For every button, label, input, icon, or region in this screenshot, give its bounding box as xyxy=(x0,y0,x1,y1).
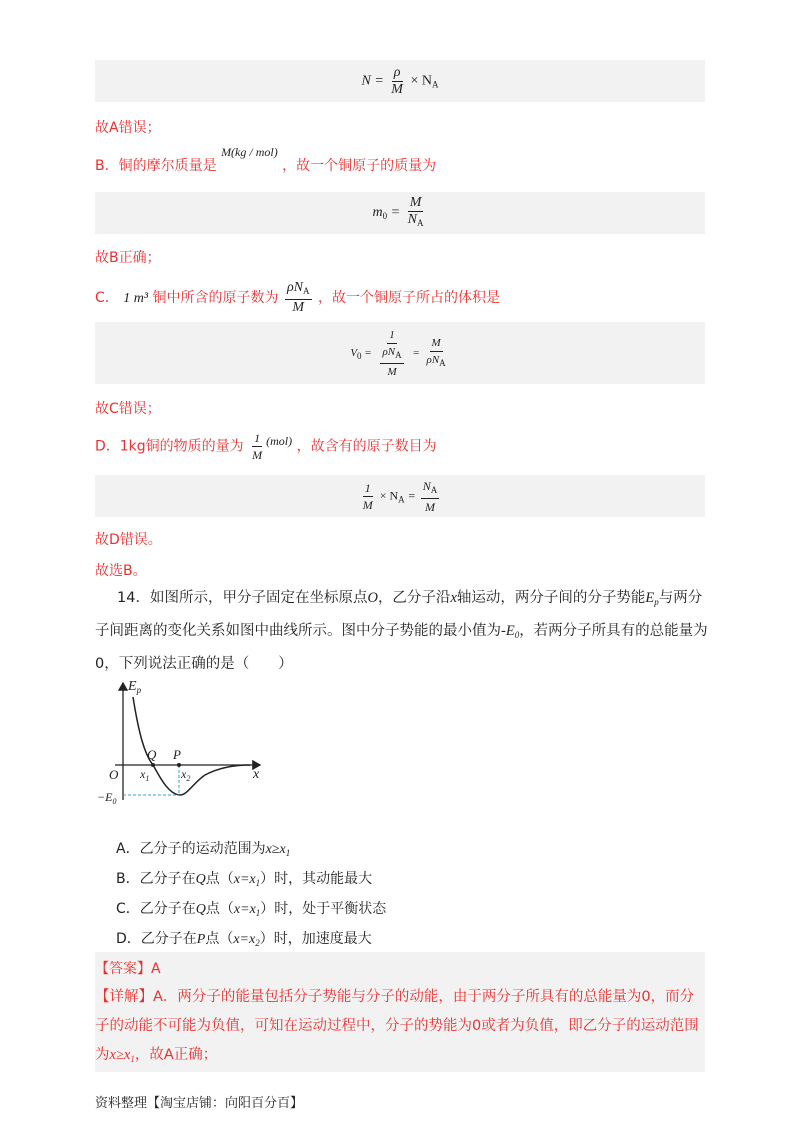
p-label: P xyxy=(173,747,181,762)
formula-box-count xyxy=(95,475,705,517)
answer-label: 【答案】A xyxy=(95,961,161,977)
formula-v0: $V_0$ = $\frac{1}{\frac{\rho N_A}{M}}$ = $\frac{M}{\rho N_A}$ xyxy=(350,328,446,378)
line-choose: 故选B。 xyxy=(95,563,147,579)
line-d-wrong: 故D错误。 xyxy=(95,532,162,548)
q-label: Q xyxy=(147,747,157,762)
option-d: D．乙分子在P点$(x=x_2)$时，加速度最大 xyxy=(116,931,372,948)
formula-m0: $m_0$ = $\frac{M}{N_A}$ xyxy=(372,195,424,228)
x-axis-label: x xyxy=(253,767,260,782)
origin-label: O xyxy=(109,767,119,782)
option-a: A．乙分子的运动范围为$x\ge x_1$ xyxy=(116,841,291,858)
formula-n: N = $\frac{\rho}{M}$ × $N_A$ xyxy=(361,64,439,97)
footer: 资料整理【淘宝店铺：向阳百分百】 xyxy=(95,1096,304,1111)
line-c-wrong: 故C错误； xyxy=(95,401,161,417)
x1-label: $x_1$ xyxy=(140,767,150,783)
formula-count: $\frac{1}{M}$ × $N_A$ = $\frac{N_A}{M}$ xyxy=(362,478,438,514)
x2-label: $x_2$ xyxy=(181,767,191,783)
min-label: $-E_0$ xyxy=(97,790,117,806)
y-axis-label: $E_p$ xyxy=(128,679,142,695)
line-c: C． 1 m³ 铜中所含的原子数为 $\frac{\rho N_A}{M}$ ，故一个铜原子所占的体积是 xyxy=(95,280,500,315)
question-14: 14．如图所示，甲分子固定在坐标原点O，乙分子沿x轴运动，两分子间的分子势能$E_p$与两分子间距离的变化关系如图中曲线所示。图中分子势能的最小值为$-E_0$，若两分子所具有的总能量为0，下列说法正确的是（ ） xyxy=(95,590,708,672)
formula-box-m0 xyxy=(95,192,705,234)
formula-box-n xyxy=(95,60,705,102)
line-b-right: 故B正确； xyxy=(95,250,161,266)
potential-energy-graph xyxy=(95,675,275,810)
point-q xyxy=(151,763,155,767)
line-b: B．铜的摩尔质量是 M(kg / mol) ，故一个铜原子的质量为 xyxy=(95,145,437,174)
option-c: C．乙分子在Q点$(x=x_1)$时，处于平衡状态 xyxy=(116,901,387,918)
answer-detail: 【详解】A．两分子的能量包括分子势能与分子的动能，由于两分子所具有的总能量为0，而分子的动能不可能为负值，可知在运动过程中，分子的势能为0或者为负值，即乙分子的运动范围为$x\ge x_1$，故A正确； xyxy=(95,989,699,1064)
formula-box-v0 xyxy=(95,322,705,384)
answer-box xyxy=(95,952,705,1072)
line-a-wrong: 故A错误； xyxy=(95,120,161,136)
option-b: B．乙分子在Q点$(x=x_1)$时，其动能最大 xyxy=(116,871,373,888)
line-d: D．1kg铜的物质的量为 $\frac{1}{M}$ (mol) ，故含有的原子数目为 xyxy=(95,431,437,462)
